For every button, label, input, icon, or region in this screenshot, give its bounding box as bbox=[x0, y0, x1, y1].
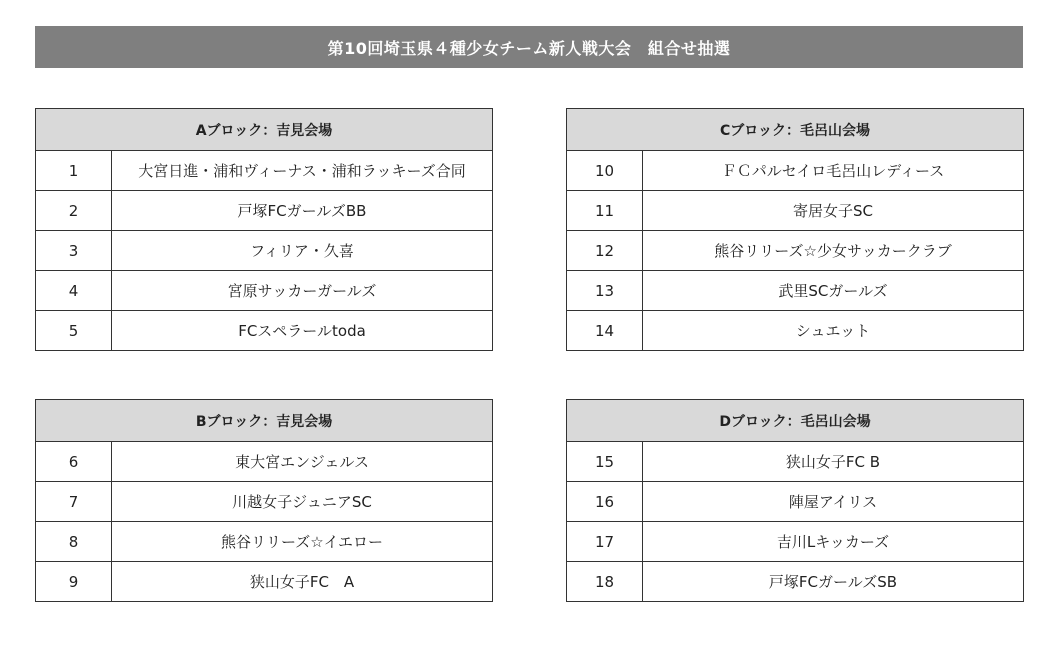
table-row bbox=[567, 151, 1024, 191]
block-a-header: Aブロック：吉見会場 bbox=[36, 109, 493, 151]
table-row bbox=[36, 271, 493, 311]
table-row bbox=[36, 311, 493, 351]
table-row bbox=[567, 231, 1024, 271]
block-d-header: Dブロック：毛呂山会場 bbox=[567, 400, 1024, 442]
team-name: 寄居女子SC bbox=[643, 191, 1024, 231]
block-b-table bbox=[35, 399, 493, 602]
block-b-header-row bbox=[36, 400, 493, 442]
entry-number: 6 bbox=[36, 442, 112, 482]
table-row bbox=[36, 562, 493, 602]
team-name: 東大宮エンジェルス bbox=[112, 442, 493, 482]
entry-number: 17 bbox=[567, 522, 643, 562]
entry-number: 5 bbox=[36, 311, 112, 351]
table-row bbox=[36, 231, 493, 271]
block-a-table bbox=[35, 108, 493, 351]
block-c-header: Cブロック：毛呂山会場 bbox=[567, 109, 1024, 151]
entry-number: 1 bbox=[36, 151, 112, 191]
team-name: 吉川Lキッカーズ bbox=[643, 522, 1024, 562]
team-name: FCスペラールtoda bbox=[112, 311, 493, 351]
entry-number: 2 bbox=[36, 191, 112, 231]
table-row bbox=[567, 522, 1024, 562]
table-row bbox=[36, 522, 493, 562]
team-name: 大宮日進・浦和ヴィーナス・浦和ラッキーズ合同 bbox=[112, 151, 493, 191]
entry-number: 15 bbox=[567, 442, 643, 482]
team-name: 狭山女子FC A bbox=[112, 562, 493, 602]
team-name: 狭山女子FC B bbox=[643, 442, 1024, 482]
team-name: 熊谷リリーズ☆イエロー bbox=[112, 522, 493, 562]
table-row bbox=[36, 151, 493, 191]
entry-number: 4 bbox=[36, 271, 112, 311]
block-d-table bbox=[566, 399, 1024, 602]
block-d-header-row bbox=[567, 400, 1024, 442]
table-row bbox=[567, 311, 1024, 351]
table-row bbox=[567, 562, 1024, 602]
team-name: 戸塚FCガールズBB bbox=[112, 191, 493, 231]
table-row bbox=[36, 191, 493, 231]
block-a-header-row bbox=[36, 109, 493, 151]
entry-number: 13 bbox=[567, 271, 643, 311]
entry-number: 3 bbox=[36, 231, 112, 271]
team-name: シュエット bbox=[643, 311, 1024, 351]
table-row bbox=[36, 482, 493, 522]
team-name: ＦＣパルセイロ毛呂山レディース bbox=[643, 151, 1024, 191]
block-b-header: Bブロック：吉見会場 bbox=[36, 400, 493, 442]
entry-number: 18 bbox=[567, 562, 643, 602]
entry-number: 16 bbox=[567, 482, 643, 522]
table-row bbox=[567, 482, 1024, 522]
entry-number: 11 bbox=[567, 191, 643, 231]
team-name: 宮原サッカーガールズ bbox=[112, 271, 493, 311]
table-row bbox=[567, 271, 1024, 311]
entry-number: 12 bbox=[567, 231, 643, 271]
entry-number: 7 bbox=[36, 482, 112, 522]
block-c-table bbox=[566, 108, 1024, 351]
team-name: フィリア・久喜 bbox=[112, 231, 493, 271]
table-row bbox=[567, 442, 1024, 482]
team-name: 陣屋アイリス bbox=[643, 482, 1024, 522]
entry-number: 9 bbox=[36, 562, 112, 602]
block-c-header-row bbox=[567, 109, 1024, 151]
team-name: 戸塚FCガールズSB bbox=[643, 562, 1024, 602]
page-title: 第10回埼玉県４種少女チーム新人戦大会 組合せ抽選 bbox=[35, 26, 1023, 68]
entry-number: 14 bbox=[567, 311, 643, 351]
table-row bbox=[36, 442, 493, 482]
team-name: 川越女子ジュニアSC bbox=[112, 482, 493, 522]
entry-number: 10 bbox=[567, 151, 643, 191]
team-name: 熊谷リリーズ☆少女サッカークラブ bbox=[643, 231, 1024, 271]
team-name: 武里SCガールズ bbox=[643, 271, 1024, 311]
table-row bbox=[567, 191, 1024, 231]
entry-number: 8 bbox=[36, 522, 112, 562]
